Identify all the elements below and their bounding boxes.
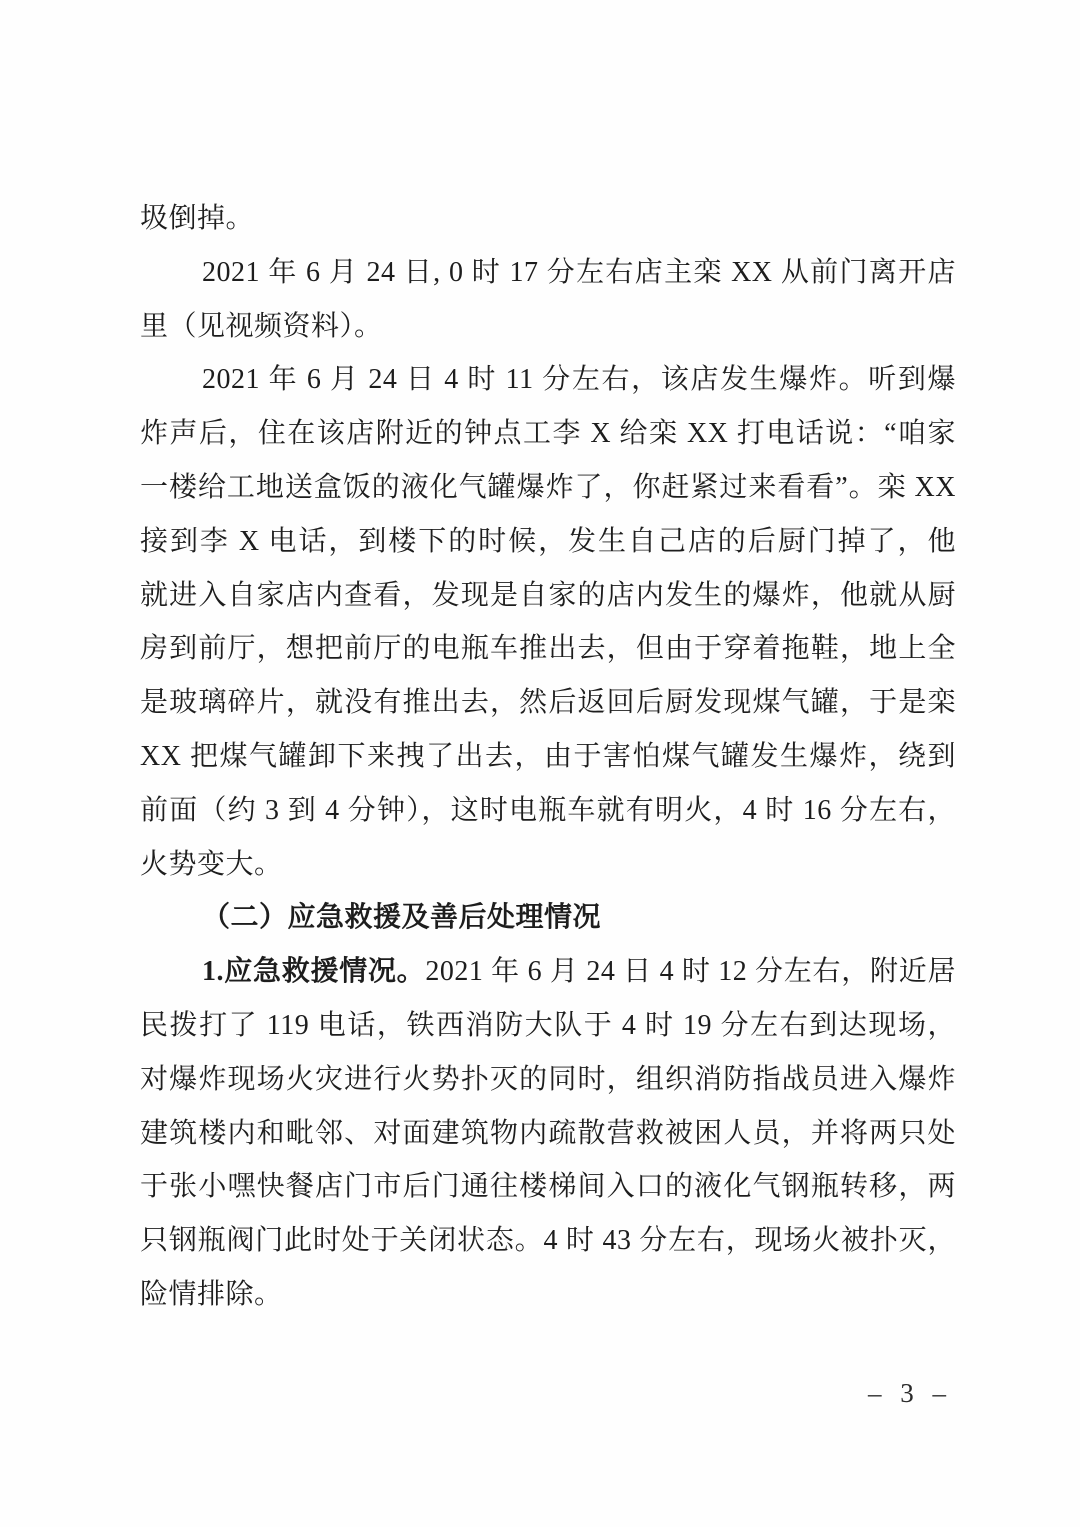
text-line — [140, 945, 956, 999]
text-run: 建筑楼内和毗邻、对面建筑物内疏散营救被困人员，并将两只处 — [140, 1117, 956, 1149]
text-line — [140, 1214, 956, 1268]
text-line — [140, 838, 956, 892]
text-line — [140, 353, 956, 407]
text-run: 2021 年 6 月 24 日, 0 时 17 分左右店主栾 XX 从前门离开店 — [202, 256, 956, 288]
text-line — [140, 246, 956, 300]
text-run: （二）应急救援及善后处理情况 — [202, 902, 602, 934]
section-heading — [140, 891, 956, 945]
text-run: XX 把煤气罐卸下来拽了出去，由于害怕煤气罐发生爆炸，绕到 — [140, 740, 956, 772]
text-line — [140, 999, 956, 1053]
text-line — [140, 407, 956, 461]
text-run: 接到李 X 电话，到楼下的时候，发生自己店的后厨门掉了，他 — [140, 525, 956, 557]
text-run: 2021 年 6 月 24 日 4 时 11 分左右，该店发生爆炸。听到爆 — [202, 364, 956, 396]
text-line — [140, 1160, 956, 1214]
text-line — [140, 676, 956, 730]
text-run: 一楼给工地送盒饭的液化气罐爆炸了，你赶紧过来看看”。栾 XX — [140, 471, 956, 503]
text-run: 只钢瓶阀门此时处于关闭状态。4 时 43 分左右，现场火被扑灭， — [140, 1225, 956, 1257]
text-line — [140, 784, 956, 838]
text-line — [140, 300, 956, 354]
text-line — [140, 730, 956, 784]
text-line — [140, 569, 956, 623]
text-line — [140, 461, 956, 515]
text-run: 对爆炸现场火灾进行火势扑灭的同时，组织消防指战员进入爆炸 — [140, 1063, 956, 1095]
text-run: 就进入自家店内查看，发现是自家的店内发生的爆炸，他就从厨 — [140, 579, 956, 611]
text-run: 2021 年 6 月 24 日 4 时 12 分左右，附近居 — [425, 956, 956, 988]
text-line — [140, 622, 956, 676]
text-run: 炸声后，住在该店附近的钟点工李 X 给栾 XX 打电话说：“咱家 — [140, 418, 956, 450]
text-line — [140, 192, 956, 246]
text-run: 1.应急救援情况。 — [202, 956, 426, 988]
text-run: 圾倒掉。 — [140, 203, 255, 234]
text-run: 于张小嘿快餐店门市后门通往楼梯间入口的液化气钢瓶转移，两 — [140, 1171, 956, 1203]
text-run: 房到前厅，想把前厅的电瓶车推出去，但由于穿着拖鞋，地上全 — [140, 633, 956, 665]
text-run: 是玻璃碎片，就没有推出去，然后返回后厨发现煤气罐，于是栾 — [140, 687, 956, 719]
text-line — [140, 1053, 956, 1107]
text-run: 民拨打了 119 电话，铁西消防大队于 4 时 19 分左右到达现场， — [140, 1009, 956, 1041]
text-line — [140, 1107, 956, 1161]
text-line — [140, 1268, 956, 1322]
text-run: 险情排除。 — [140, 1278, 283, 1310]
document-body — [140, 192, 956, 1322]
page-number: – 3 – — [868, 1378, 952, 1408]
text-run: 里（见视频资料）。 — [140, 310, 383, 342]
text-run: 前面（约 3 到 4 分钟），这时电瓶车就有明火，4 时 16 分左右， — [140, 794, 956, 826]
text-run: 火势变大。 — [140, 848, 283, 880]
text-line — [140, 515, 956, 569]
